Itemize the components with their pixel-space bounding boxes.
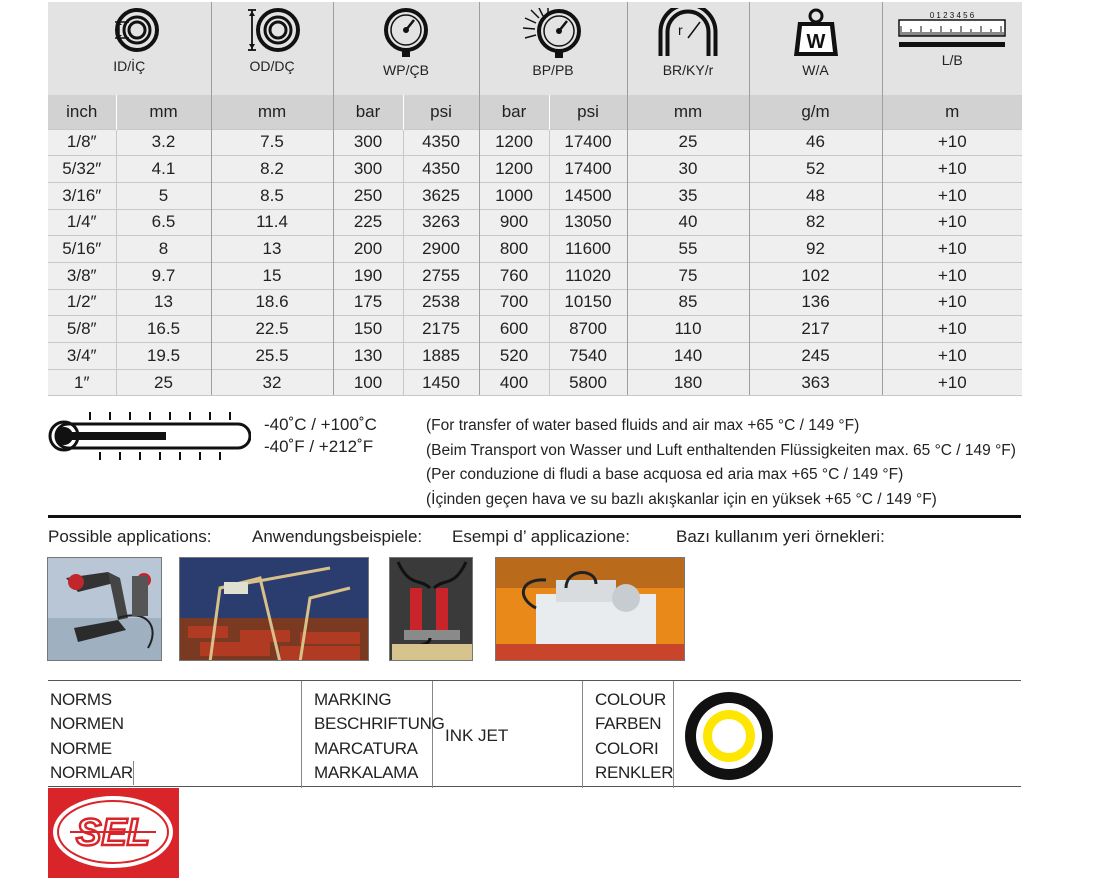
table-row <box>48 236 1022 263</box>
table-cell: 82 <box>749 209 882 236</box>
hose-colour-swatch <box>684 691 774 781</box>
table-cell: 5800 <box>549 369 627 396</box>
applications-label-it: Esempi d’ applicazione: <box>452 527 630 546</box>
table-cell: 13050 <box>549 209 627 236</box>
table-cell: 55 <box>627 236 749 263</box>
table-row <box>48 182 1022 209</box>
table-cell: 200 <box>333 236 403 263</box>
table-cell: 10150 <box>549 289 627 316</box>
outer-diameter-icon <box>232 8 312 54</box>
colour-labels <box>595 688 673 785</box>
table-cell: 363 <box>749 369 882 396</box>
table-cell: 46 <box>749 129 882 156</box>
table-cell: 92 <box>749 236 882 263</box>
table-cell: 217 <box>749 316 882 343</box>
table-cell: 180 <box>627 369 749 396</box>
table-row <box>48 289 1022 316</box>
table-cell: 400 <box>479 369 549 396</box>
table-cell: +10 <box>882 236 1022 263</box>
marking-label-en: MARKING <box>314 690 392 709</box>
table-cell: +10 <box>882 262 1022 289</box>
table-cell: 5/32″ <box>48 156 116 183</box>
table-cell: 11.4 <box>211 209 333 236</box>
info-panel <box>48 680 1021 787</box>
norms-labels <box>50 688 134 785</box>
header-br-label: BR/KY/r <box>662 62 714 78</box>
table-cell: 600 <box>479 316 549 343</box>
table-cell: 15 <box>211 262 333 289</box>
table-cell: 1/4″ <box>48 209 116 236</box>
table-row <box>48 129 1022 156</box>
table-cell: 1″ <box>48 369 116 396</box>
table-cell: 1/8″ <box>48 129 116 156</box>
burst-pressure-icon <box>503 8 603 58</box>
table-cell: 35 <box>627 182 749 209</box>
table-cell: 40 <box>627 209 749 236</box>
unit-cell: bar <box>479 95 549 129</box>
unit-cell: mm <box>116 95 211 129</box>
header-od <box>211 2 333 95</box>
header-wp-label: WP/ÇB <box>383 62 429 78</box>
thermometer-icon <box>46 410 251 466</box>
table-cell: 48 <box>749 182 882 209</box>
table-cell: 9.7 <box>116 262 211 289</box>
header-bp-label: BP/PB <box>532 62 574 78</box>
table-cell: 17400 <box>549 156 627 183</box>
table-cell: +10 <box>882 316 1022 343</box>
table-cell: 13 <box>211 236 333 263</box>
header-wp <box>333 2 479 95</box>
table-cell: 1/2″ <box>48 289 116 316</box>
colour-label-en: COLOUR <box>595 690 666 709</box>
unit-cell: psi <box>549 95 627 129</box>
norms-label-tr: NORMLAR <box>50 761 134 785</box>
table-cell: 75 <box>627 262 749 289</box>
table-cell: 300 <box>333 156 403 183</box>
table-cell: 4350 <box>403 129 479 156</box>
table-cell: +10 <box>882 369 1022 396</box>
note-en: (For transfer of water based fluids and air max +65 °C / 149 °F) <box>426 417 860 434</box>
table-cell: 225 <box>333 209 403 236</box>
table-cell: 2900 <box>403 236 479 263</box>
table-cell: 18.6 <box>211 289 333 316</box>
table-cell: 100 <box>333 369 403 396</box>
unit-cell: psi <box>403 95 479 129</box>
table-cell: 14500 <box>549 182 627 209</box>
table-cell: 520 <box>479 343 549 370</box>
table-cell: 25.5 <box>211 343 333 370</box>
colour-label-it: COLORI <box>595 738 659 758</box>
table-cell: 22.5 <box>211 316 333 343</box>
table-cell: 8700 <box>549 316 627 343</box>
applications-label-en: Possible applications: <box>48 527 212 546</box>
table-cell: +10 <box>882 343 1022 370</box>
table-cell: 5/8″ <box>48 316 116 343</box>
inner-diameter-icon <box>89 8 169 54</box>
table-cell: 1200 <box>479 156 549 183</box>
unit-cell: mm <box>211 95 333 129</box>
table-cell: 1885 <box>403 343 479 370</box>
table-cell: 1200 <box>479 129 549 156</box>
table-cell: 2755 <box>403 262 479 289</box>
table-cell: 245 <box>749 343 882 370</box>
table-cell: 760 <box>479 262 549 289</box>
marking-label-it: MARCATURA <box>314 738 418 758</box>
note-tr: (İçinden geçen hava ve su bazlı akışkanlar için en yüksek +65 °C / 149 °F) <box>426 490 937 508</box>
table-cell: 102 <box>749 262 882 289</box>
marking-label-de: BESCHRIFTUNG <box>314 714 445 734</box>
table-cell: 140 <box>627 343 749 370</box>
table-cell: 8.2 <box>211 156 333 183</box>
ruler-digits: 0 1 2 3 4 5 6 <box>930 11 975 20</box>
note-it: (Per conduzione di fludi a base acquosa ed aria max +65 °C / 149 °F) <box>426 466 904 483</box>
marking-value: INK JET <box>445 726 509 745</box>
header-br <box>627 2 749 95</box>
table-row <box>48 316 1022 343</box>
header-lb-label: L/B <box>941 52 963 68</box>
info-divider <box>582 681 583 788</box>
application-photo-port-cranes <box>179 557 369 661</box>
table-cell: 3.2 <box>116 129 211 156</box>
table-cell: +10 <box>882 209 1022 236</box>
weight-icon <box>776 8 856 58</box>
colour-label-tr: RENKLER <box>595 762 674 782</box>
table-cell: 2538 <box>403 289 479 316</box>
header-bp <box>479 2 627 95</box>
marking-label-tr: MARKALAMA <box>314 762 419 782</box>
pressure-gauge-icon <box>366 8 446 58</box>
weight-letter: W <box>806 31 825 53</box>
unit-cell: g/m <box>749 95 882 129</box>
header-wa <box>749 2 882 95</box>
table-cell: 30 <box>627 156 749 183</box>
header-id <box>48 2 211 95</box>
sel-logo <box>48 788 179 878</box>
table-cell: 190 <box>333 262 403 289</box>
table-cell: 136 <box>749 289 882 316</box>
header-wa-label: W/A <box>802 62 829 78</box>
info-divider <box>301 681 302 788</box>
table-cell: 300 <box>333 129 403 156</box>
table-row <box>48 369 1022 396</box>
colour-label-de: FARBEN <box>595 714 662 734</box>
table-cell: 110 <box>627 316 749 343</box>
table-cell: 6.5 <box>116 209 211 236</box>
table-cell: 85 <box>627 289 749 316</box>
table-cell: 7.5 <box>211 129 333 156</box>
table-cell: 3263 <box>403 209 479 236</box>
table-cell: +10 <box>882 156 1022 183</box>
table-cell: 3/8″ <box>48 262 116 289</box>
application-photo-hydraulic-unit <box>389 557 473 661</box>
divider-applications <box>48 515 1021 518</box>
table-cell: 32 <box>211 369 333 396</box>
header-od-label: OD/DÇ <box>249 58 295 74</box>
logo-text: SEL <box>76 812 150 854</box>
spec-table-body <box>48 129 1022 396</box>
table-cell: 1000 <box>479 182 549 209</box>
table-cell: +10 <box>882 129 1022 156</box>
table-cell: 25 <box>116 369 211 396</box>
table-cell: 4.1 <box>116 156 211 183</box>
application-photo-machine <box>495 557 685 661</box>
applications-label-tr: Bazı kullanım yeri örnekleri: <box>676 527 885 546</box>
unit-cell: bar <box>333 95 403 129</box>
table-cell: 8.5 <box>211 182 333 209</box>
table-cell: 4350 <box>403 156 479 183</box>
fluid-notes <box>426 414 1016 512</box>
unit-cell: inch <box>48 95 116 129</box>
marking-labels <box>314 688 445 785</box>
table-row <box>48 262 1022 289</box>
table-cell: 11020 <box>549 262 627 289</box>
application-photo-crane-arm <box>47 557 162 661</box>
note-de: (Beim Transport von Wasser und Luft enthaltenden Flüssigkeiten max. 65 °C / 149 °F) <box>426 441 1016 459</box>
table-cell: 3/4″ <box>48 343 116 370</box>
table-cell: 800 <box>479 236 549 263</box>
table-cell: 52 <box>749 156 882 183</box>
temperature-fahrenheit: -40˚F / +212˚F <box>264 437 374 456</box>
header-lb <box>882 2 1022 95</box>
header-id-label: ID/İÇ <box>113 58 146 74</box>
table-row <box>48 156 1022 183</box>
table-cell: 3/16″ <box>48 182 116 209</box>
bend-radius-icon <box>648 8 728 58</box>
unit-cell: mm <box>627 95 749 129</box>
table-cell: 17400 <box>549 129 627 156</box>
table-cell: 5 <box>116 182 211 209</box>
table-cell: 5/16″ <box>48 236 116 263</box>
ruler-icon <box>897 8 1007 48</box>
table-cell: 13 <box>116 289 211 316</box>
table-cell: 7540 <box>549 343 627 370</box>
table-cell: 8 <box>116 236 211 263</box>
units-row <box>48 95 1022 129</box>
table-cell: 150 <box>333 316 403 343</box>
table-cell: 11600 <box>549 236 627 263</box>
table-cell: 250 <box>333 182 403 209</box>
table-cell: +10 <box>882 289 1022 316</box>
applications-label-de: Anwendungsbeispiele: <box>252 527 423 546</box>
table-cell: 900 <box>479 209 549 236</box>
norms-label-en: NORMS <box>50 690 112 709</box>
table-cell: 19.5 <box>116 343 211 370</box>
table-cell: +10 <box>882 182 1022 209</box>
table-cell: 175 <box>333 289 403 316</box>
table-cell: 3625 <box>403 182 479 209</box>
norms-label-it: NORME <box>50 738 112 758</box>
temperature-celsius: -40˚C / +100˚C <box>264 415 377 434</box>
radius-letter: r <box>678 22 683 38</box>
table-cell: 130 <box>333 343 403 370</box>
table-row <box>48 209 1022 236</box>
unit-cell: m <box>882 95 1022 129</box>
table-cell: 16.5 <box>116 316 211 343</box>
spec-table <box>48 2 1022 396</box>
table-cell: 1450 <box>403 369 479 396</box>
table-cell: 25 <box>627 129 749 156</box>
temperature-range <box>264 414 377 458</box>
table-cell: 700 <box>479 289 549 316</box>
table-row <box>48 343 1022 370</box>
norms-label-de: NORMEN <box>50 714 124 734</box>
table-cell: 2175 <box>403 316 479 343</box>
